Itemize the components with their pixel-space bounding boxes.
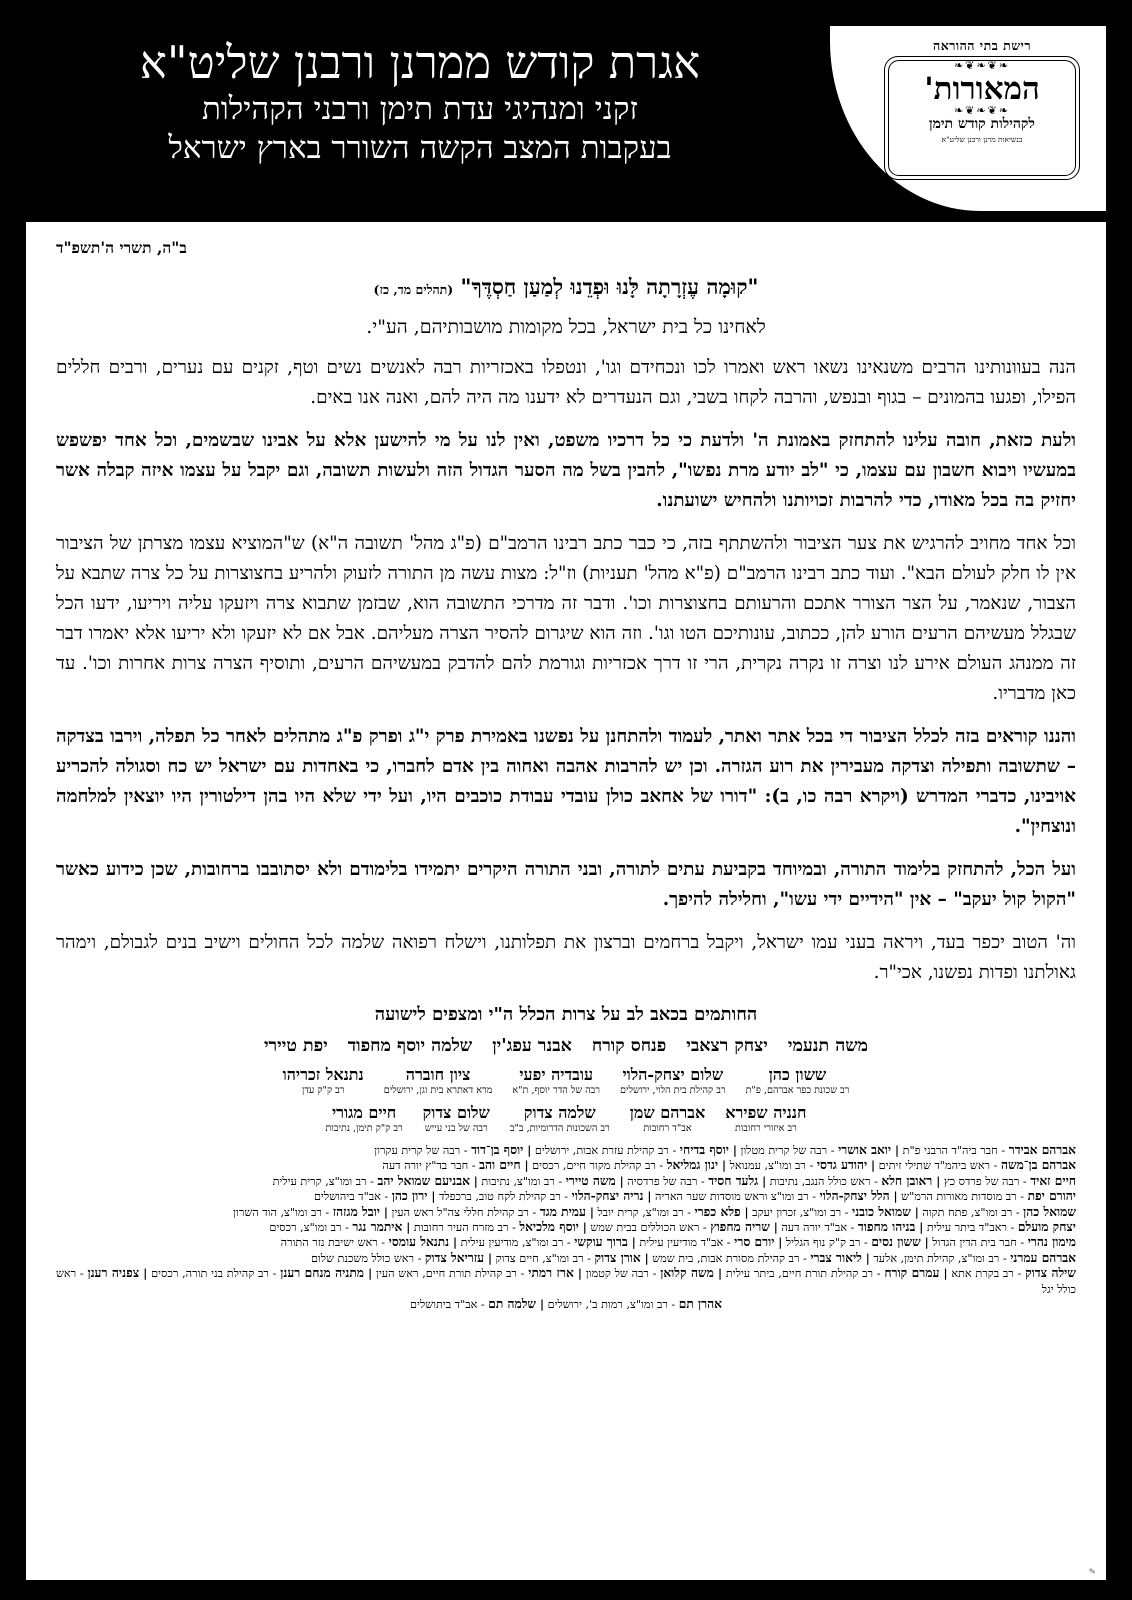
- signatory-dense-line: [56, 1158, 1076, 1173]
- logo-frame: [884, 56, 1080, 180]
- signatory-dense-line: [56, 1235, 1076, 1250]
- signatory-separator-icon: |: [910, 1204, 919, 1219]
- signatory-role: - רבה של קרית מטלון: [736, 1144, 839, 1157]
- signatory-tier-3: [56, 1103, 1076, 1135]
- signatory-role: רב השכונות הדרומיות, ב"ב: [509, 1123, 610, 1134]
- signatory-name: ארז רמתי: [528, 1266, 574, 1281]
- signatory-role: - רב ומו"צ, הוד השרון: [233, 1205, 333, 1219]
- header-titles: [34, 36, 806, 168]
- signatory-name: ינון גמליאל: [666, 1158, 719, 1173]
- signatory-tier-1: [56, 1035, 1076, 1057]
- logo-name: המאורות': [924, 71, 1040, 107]
- signatory-name: עזריאל צדוק: [424, 1250, 485, 1265]
- signatory: [502, 1065, 610, 1097]
- signatory-separator-icon: |: [615, 1173, 624, 1188]
- signatory-separator-icon: |: [523, 1143, 532, 1157]
- signatory-name: ששון כהן: [768, 1065, 827, 1084]
- signatory-name: שלמה תם: [488, 1297, 537, 1312]
- signatory-dense-line: [56, 1189, 1076, 1204]
- letter-paragraph: ולעת כזאת, חובה עלינו להתחזק באמונת ה' ולדעת כי כל דרכיו משפט, ואין לנו על מי להישען אלא על אבינו שבשמים, וכל אחד יפשפש במעשיו ויבוא חשבון עם עצמו, כי "לב יודע מרת נפשו", להבין בשל מה הסער הגדול הזה ולעשות תשובה, וגם יקבל על עצמו איזה קבלה אשר יחזיק בה בכל מאודו, כדי להרבות זכויותנו ולהחיש ישועתנו.: [56, 430, 1076, 511]
- signatory-name: יואב אושרי: [838, 1143, 892, 1157]
- signatory-separator-icon: |: [379, 1204, 388, 1219]
- signatory-dense-line: [56, 1205, 1076, 1220]
- signatory-name: ליאור צברי: [810, 1250, 862, 1265]
- signatory: [273, 1065, 374, 1097]
- signatory-role: - ראש ישיבת נזר התורה: [280, 1236, 389, 1250]
- signatory-name: ששון נסים: [871, 1235, 921, 1250]
- signatory: [736, 1065, 860, 1097]
- signatory-separator-icon: |: [643, 1189, 652, 1204]
- signatory-name: אהרן תם: [678, 1297, 722, 1312]
- signatory-role: רב שכונת כפר אברהם, פ"ת: [745, 1085, 850, 1096]
- signatory-role: - רב בקרת אתא: [947, 1267, 1026, 1281]
- signatory-dense-line: [56, 1174, 1076, 1189]
- signatory-separator-icon: |: [449, 1235, 458, 1250]
- signatory-separator-icon: |: [427, 1189, 436, 1204]
- signatory-role: - רב ומו"צ, חיים צדוק: [492, 1251, 595, 1265]
- signatory-dense-line: [56, 1143, 1076, 1158]
- signatory-name: חיים זאיד: [1030, 1173, 1076, 1188]
- signatory: [482, 1035, 582, 1057]
- signatory-role: - רבה של פרדסיה: [623, 1174, 709, 1188]
- letter-date: ב"ה, תשרי ה'תשפ"ד: [56, 238, 187, 257]
- signatory-role: - רב ק"ק נוף הגליל: [782, 1236, 872, 1250]
- logo-subtitle: לקהילות קודש תימן: [929, 116, 1035, 132]
- signature-intro: החותמים בכאב לב על צרות הכלל ה"י ומצפים לישועה: [374, 1004, 758, 1025]
- signatory: [316, 1103, 413, 1135]
- signatory-role: - ראב"ד ביתר עילית: [923, 1221, 1018, 1235]
- signatory-name: נריה יצחק-הלוי: [571, 1189, 644, 1204]
- signatory-name: אברהם שמן: [629, 1103, 706, 1122]
- signatory-role: - רבה של קטמון: [581, 1267, 661, 1281]
- signatory-name: יהודע גדסי: [816, 1158, 868, 1173]
- signatory: [500, 1103, 620, 1135]
- signatory-separator-icon: |: [520, 1158, 529, 1173]
- letter-paragraph: וה' הטוב יכפר בעד, ויראה בעני עמו ישראל, ויקבל ברחמים וברצון את תפלותנו, וישלח רפואה שלמה לכל החולים וישיב בנים לגבולם, וימהר גאולתנו ופדות נפשנו, אכי"ר.: [56, 932, 1076, 983]
- signatory-separator-icon: |: [402, 1220, 411, 1235]
- poster-header: [26, 26, 1106, 216]
- signatory-separator-icon: |: [932, 1173, 941, 1188]
- signatory-role: - רב קהילת חללי צה"ל ראש העין: [387, 1205, 540, 1219]
- letter-verse: [56, 274, 1076, 300]
- signatory-name: מימון נהרי: [1027, 1235, 1076, 1250]
- signatory-name: שלום צדוק: [422, 1103, 490, 1122]
- signatory-separator-icon: |: [484, 1250, 493, 1265]
- logo-flourish-top-icon: ❧❦❧❦❧: [953, 59, 1011, 72]
- signatory-role: - רב קהילת מקור חיים, רכסים: [528, 1159, 667, 1173]
- signatory-name: יפת טיירי: [263, 1036, 328, 1056]
- signatory-role: - אב"ד ביתושלים: [410, 1298, 489, 1312]
- signatory-role: - אב"ד ביהושלים: [313, 1190, 392, 1204]
- signatory-role: רבה של הדר יוסף, ת"א: [512, 1085, 601, 1096]
- signatory-role: - חבר ביה"ד הרבני פ"ת: [899, 1144, 1009, 1157]
- signatory: [374, 1065, 503, 1097]
- signatory-dense-line: [56, 1220, 1076, 1235]
- signatory-separator-icon: |: [728, 1143, 737, 1157]
- signatory: [254, 1035, 338, 1057]
- signatory-role: - רב קהילת מסורת אבות, בית שמש: [648, 1251, 811, 1265]
- signatory-name: ציון חוברה: [405, 1065, 471, 1084]
- signatory-separator-icon: |: [915, 1220, 924, 1235]
- signatory-name: יוסף בן־דוד: [471, 1143, 524, 1157]
- signatory-name: מתניה מנחם רענן: [280, 1266, 364, 1281]
- signatory-name: יהורם יפת: [1027, 1189, 1076, 1204]
- signatory-separator-icon: |: [585, 1204, 594, 1219]
- letter-paragraph: והננו קוראים בזה לכלל הציבור די בכל אתר ואתר, לעמוד ולהתחנן על נפשנו באמירת פרק י"ג ופרק פ"ג מתהלים לאחר כל תפלה, וירבו בצדקה – שתשובה ותפילה וצדקה מעבירין את רוע הגזרה. וכן יש להרבות אהבה ואחוה בין אדם לחברו, כי באחדות עם ישראל יש כח וסגולה להכריע אויבינו, כדברי המדרש (ויקרא רבה כו, ב): "דורו של אחאב כולן עובדי עבודת כוכבים היו, ועל ידי שלא היו בהן דילטורין היו יוצאין למלחמה ונוצחין".: [56, 726, 1076, 837]
- signatory-role: רב איזורי רחובות: [734, 1123, 797, 1134]
- page-subtitle-2: בעקבות המצב הקשה השורר בארץ ישראל: [168, 130, 672, 166]
- signatory-role: - ראש כולל יגל: [56, 1267, 1076, 1296]
- letter-paragraph: ועל הכל, להתחזק בלימוד התורה, ובמיוחד בקביעת עתים לתורה, ובני התורה היקרים יתמידו בלימודם ולא יסתובבו ברחובות, שכן כידוע כאשר "הקול קול יעקב" – אין "הידיים ידי עשו", וחלילה להיפך.: [56, 859, 1076, 910]
- signatory-role: - רב ומו"צ וראש מוסדות שער האריה: [651, 1190, 820, 1204]
- signatory-role: - אב"ד יורה דעה: [777, 1221, 858, 1235]
- signatory-name: יצחק מועלם: [1017, 1220, 1076, 1235]
- signatory-separator-icon: |: [758, 1173, 767, 1188]
- signatory: [676, 1035, 778, 1057]
- signatory-role: - רב ומו"צ, פתח תקוה: [918, 1205, 1024, 1219]
- signatory-separator-icon: |: [889, 1189, 898, 1204]
- signatory-role: - רב מזרח העיר רחובות: [410, 1221, 520, 1235]
- signatory-name: נתנאל זכריהו: [282, 1065, 364, 1084]
- signatory-name: חנניה שפירא: [725, 1103, 807, 1122]
- signatory: [778, 1035, 878, 1057]
- signatory-separator-icon: |: [769, 1220, 778, 1235]
- signatory-dense-line: [56, 1297, 1076, 1312]
- signatory-role: - רב ומו"צ, קהילת תימן, אלעד: [869, 1251, 1011, 1265]
- signatory-name: פנחס קורח: [591, 1036, 667, 1056]
- verse-source: (תהלים מד, כז): [373, 282, 454, 297]
- signatory-name: שלמה צדוק: [523, 1103, 596, 1122]
- logo-tiny-text: בנשיאות מרנן ורבנן שליט"א: [941, 135, 1023, 144]
- letter-salutation: לאחינו כל בית ישראל, בכל מקומות מושבותיהם, הע"י.: [366, 316, 766, 338]
- signatory-role: רב ק"ק תימן, נתיבות: [325, 1123, 403, 1134]
- signatory-separator-icon: |: [363, 1266, 373, 1281]
- signatory-name: יוסף מלכיאל: [519, 1220, 579, 1235]
- signatory-name: משה טיירי: [565, 1173, 616, 1188]
- signatory-name: שלמה יוסף מחפוד: [347, 1036, 473, 1056]
- signatory-role: אב"ד רחובות: [643, 1123, 692, 1134]
- signatory-name: ראובן חלא: [881, 1173, 933, 1188]
- signatory-role: - ראש הכוללים בבית שמש: [586, 1221, 711, 1235]
- signatory-separator-icon: |: [627, 1235, 636, 1250]
- signatory-role: רבה של בני עייש: [424, 1123, 488, 1134]
- signatory-name: נתנאל עומסי: [388, 1235, 450, 1250]
- signatory-name: ירון כהן: [391, 1189, 428, 1204]
- letter-paragraph: הנה בעוונותינו הרבים משנאינו נשאו ראש ואמרו לכו ונכחידם וגו', ונטפלו באכזריות רבה לאנשים נשים וטף, זקנים עם נערים, ורבים חללים הפילו, ופגעו בהמונים – בגוף ובנפש, והרבה לקחו בשבי, וגם הנעדרים לא ידענו מה היה להם, ואנה אנו באים.: [56, 357, 1076, 408]
- signatory-dense-line: [56, 1266, 1076, 1297]
- signatory-separator-icon: |: [867, 1158, 876, 1173]
- signatory-role: - חבר בית הדין הגדול: [928, 1236, 1028, 1250]
- signatory-role: מרא דאתרא בית וגן, ירושלים: [383, 1085, 493, 1096]
- signatory-name: גלעד חסיד: [708, 1173, 759, 1188]
- signatory-name: משה קלואן: [660, 1266, 714, 1281]
- signatory-separator-icon: |: [718, 1158, 727, 1173]
- signatory-separator-icon: |: [640, 1250, 649, 1265]
- signatory-separator-icon: |: [578, 1220, 587, 1235]
- signatory-role: רב ק"ק עדן: [301, 1085, 345, 1096]
- signatory-name: יורם סרי: [734, 1235, 775, 1250]
- signatory-name: אברהם בן־משה: [1000, 1158, 1076, 1173]
- logo-flourish-bottom-icon: ❧❦❧❦❧: [953, 104, 1011, 117]
- signatory: [582, 1035, 676, 1057]
- signatory-role: - רב ומו"צ, מודיעין עילית: [457, 1236, 575, 1250]
- signatory: [610, 1065, 736, 1097]
- corner-mark: ✎: [1088, 1566, 1097, 1577]
- signatory-role: - רבה של פרדס כץ: [940, 1174, 1031, 1188]
- signatory-name: עמרם קורח: [884, 1266, 940, 1281]
- signatory-name: אורן צדוק: [594, 1250, 641, 1265]
- signatory-role: - רב קהילת עזרת אבות, ירושלים: [531, 1144, 680, 1157]
- signatory-name: שמואל כובני: [852, 1204, 911, 1219]
- signatory-name: משה תנעמי: [787, 1036, 869, 1056]
- signatory-separator-icon: |: [939, 1266, 948, 1281]
- signatory-separator-icon: |: [861, 1250, 870, 1265]
- signatory-role: - רב ומו"צ, רמות ב', ירושלים: [544, 1298, 679, 1312]
- signatory-name: חיים והב: [479, 1158, 521, 1173]
- signatory-role: - רב קהילת תורת חיים, ביתר עילית: [722, 1267, 885, 1281]
- signatory-dense-list: [56, 1143, 1076, 1312]
- signatory-separator-icon: |: [774, 1235, 783, 1250]
- signatory: [620, 1103, 716, 1135]
- signatory-name: איתמר נגר: [352, 1220, 403, 1235]
- signatory-separator-icon: |: [713, 1266, 723, 1281]
- signatory-role: - רב קהילת לקח טוב, ברכפלד: [435, 1190, 572, 1204]
- signatory-role: - רב ומו"צ, רכסים: [269, 1221, 353, 1235]
- signatory-role: - רב ומו"צ, קרית יובל: [593, 1205, 695, 1219]
- signatory-name: פלא כפרי: [694, 1204, 741, 1219]
- signatory-name: עמית מגד: [539, 1204, 586, 1219]
- signatory-role: - רב מוסדות מאורות הרמ"ש: [897, 1190, 1028, 1204]
- signatory-role: - רב ומו"צ, עמנואל: [726, 1159, 817, 1173]
- page-title: אגרת קודש ממרנן ורבנן שליט"א: [139, 36, 701, 89]
- signatory-role: - ראש ביהמ"ד שתילי זיתים: [875, 1159, 1001, 1173]
- signatory-role: - אב"ד מודיעין עילית: [635, 1236, 735, 1250]
- verse-text: "קוּמָה עֶזְרָתָה לָּנוּ וּפְדֵנוּ לְמַעַן חַסְדֶּךָ": [460, 274, 759, 299]
- signatory-separator-icon: |: [139, 1266, 148, 1281]
- page-subtitle-1: זקני ומנהיגי עדת תימן ורבני הקהילות: [201, 91, 639, 127]
- signatory-separator-icon: |: [469, 1173, 478, 1188]
- logo-plate: [830, 26, 1106, 211]
- signatory-name: יובל מגזהז: [332, 1204, 380, 1219]
- letter-sheet: [26, 222, 1106, 1580]
- signatory: [413, 1103, 500, 1135]
- signatory-name: שמואל כהן: [1023, 1204, 1076, 1219]
- signatory-separator-icon: |: [891, 1143, 900, 1157]
- logo-arc-text: רישת בתי ההוראה: [933, 38, 1031, 53]
- signatory: [715, 1103, 816, 1135]
- signatory-tier-2: [56, 1065, 1076, 1097]
- signatory-role: - רב קהילת תורת חיים, ראש העין: [372, 1267, 529, 1281]
- signatory-name: אבנר עפג'ין: [492, 1036, 572, 1056]
- signatory-separator-icon: |: [740, 1204, 749, 1219]
- signatory-separator-icon: |: [920, 1235, 929, 1250]
- signatory-name: שריה מחפוץ: [710, 1220, 770, 1235]
- organization-logo: [874, 34, 1090, 200]
- signatory-name: הלל יצחק-הלוי: [819, 1189, 890, 1204]
- signatory-name: אבניעם שמואל יהב: [377, 1173, 470, 1188]
- signatory: [338, 1035, 482, 1057]
- signatory-role: - רב ומו"צ, נתיבות: [477, 1174, 566, 1188]
- signatory-role: - ראש כולל משכנת שלום: [310, 1251, 425, 1265]
- signatory-role: רב קהילת בית הלוי, ירושלים: [620, 1085, 726, 1096]
- signatory-name: אברהם עמרני: [1010, 1250, 1076, 1265]
- letter-paragraph: וכל אחד מחויב להרגיש את צער הציבור ולהשתתף בזה, כי כבר כתב רבינו הרמב"ם (פ"ג מהל' תשובה ה"א) ש"המוציא עצמו מצרתן של הציבור אין לו חלק לעולם הבא". ועוד כתב רבינו הרמב"ם (פ"א מהל' תעניות) וז"ל: מצות עשה מן התורה לזעוק ולהריע בחצוצרות על כל צרה שתבא על הצבור, שנאמר, על הצר הצורר אתכם והרעותם בחצוצרות וכו'. ודבר זה מדרכי התשובה הוא, שבזמן שתבוא צרה ויזעקו עליה ויריעו, ידעו הכל שבגלל מעשיהם הרעים הורע להן, ככתוב, עונותיכם הטו וגו'. וזה הוא שיגרום להסיר הצרה מעליהם. אבל אם לא יזעקו ולא יריעו אלא יאמרו דבר זה ממנהג העולם אירע לנו וצרה זו נקרה נקרית, הרי זו דרך אכזריות וגורמת להם להדבק במעשיהם הרעים, ותוסיף הצרה צרות אחרות וכו'. עד כאן מדבריו.: [56, 533, 1076, 704]
- signatory-dense-line: [56, 1251, 1076, 1266]
- signatory-role: - רבה של קרית עקרון: [374, 1144, 472, 1157]
- signatory-separator-icon: |: [536, 1297, 545, 1312]
- signatory-role: - ראש כולל הנגב, נתיבות: [766, 1174, 882, 1188]
- signatory-name: יצחק רצאבי: [686, 1036, 768, 1056]
- signatory-name: עובדיה יפעי: [519, 1065, 594, 1084]
- signatory-role: - חבר בד"ץ יורה דעה: [382, 1159, 480, 1173]
- signatory-name: יוסף בדיחי: [679, 1143, 729, 1157]
- signatory-role: - רב ומו"צ, זכרון יעקב: [748, 1205, 852, 1219]
- signatory-name: שלום יצחק-הלוי: [622, 1065, 724, 1084]
- signatory-name: שילה צדוק: [1025, 1266, 1077, 1281]
- signatory-name: חיים מגורי: [331, 1103, 397, 1122]
- signatory-name: בניהו מחפוד: [857, 1220, 916, 1235]
- signatory-role: - רב קהילת בני תורה, רכסים: [147, 1267, 281, 1281]
- signatory-name: ברוך עוקשי: [574, 1235, 628, 1250]
- signatory-name: צפניה רענן: [87, 1266, 140, 1281]
- signatory-name: אברהם אבידר: [1008, 1143, 1076, 1157]
- signatory-separator-icon: |: [573, 1266, 582, 1281]
- signatory-role: - רב ומו"צ, קרית עילית: [272, 1174, 378, 1188]
